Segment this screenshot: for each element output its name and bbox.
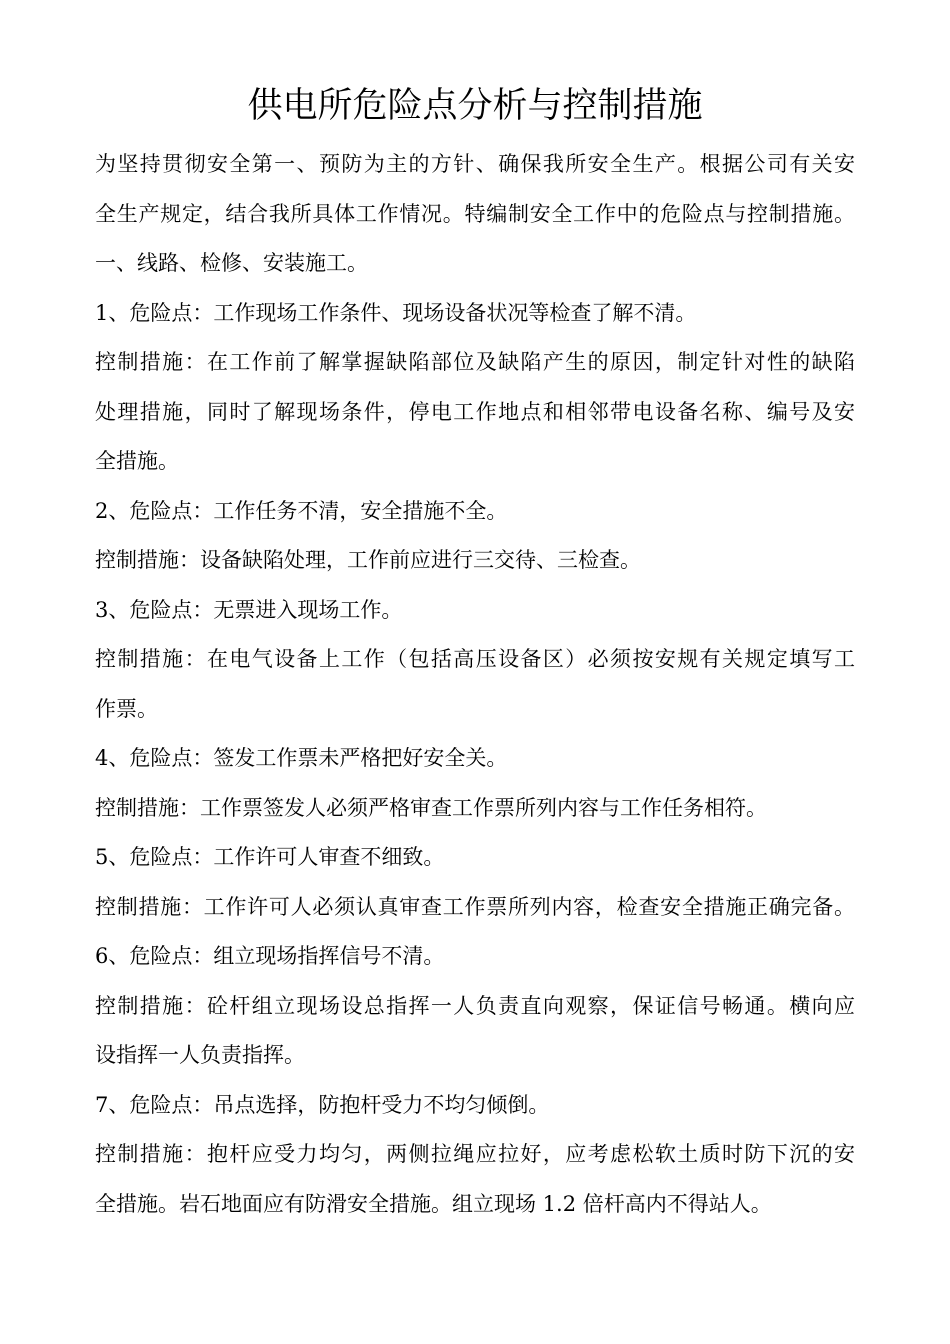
hazard-7: 7、危险点：吊点选择，防抱杆受力不均匀倾倒。	[95, 1092, 550, 1117]
control-4: 控制措施：工作票签发人必须严格审查工作票所列内容与工作任务相符。	[95, 795, 767, 820]
intro-line-2: 全生产规定，结合我所具体工作情况。特编制安全工作中的危险点与控制措施。	[95, 201, 855, 226]
control-1-line-3: 全措施。	[95, 449, 179, 473]
control-7-line-1: 控制措施：抱杆应受力均匀，两侧拉绳应拉好，应考虑松软土质时防下沉的安	[95, 1142, 855, 1166]
hazard-3: 3、危险点：无票进入现场工作。	[95, 597, 403, 622]
section-heading-1: 一、线路、检修、安装施工。	[95, 251, 368, 275]
control-3-line-1: 控制措施：在电气设备上工作（包括高压设备区）必须按安规有关规定填写工	[95, 647, 855, 671]
control-2: 控制措施：设备缺陷处理，工作前应进行三交待、三检查。	[95, 548, 641, 572]
intro-line-1: 为坚持贯彻安全第一、预防为主的方针、确保我所安全生产。根据公司有关安	[95, 152, 855, 176]
control-6-line-1: 控制措施：砼杆组立现场设总指挥一人负责直向观察，保证信号畅通。横向应	[95, 993, 855, 1018]
control-3-line-2: 作票。	[95, 696, 158, 721]
control-7-line-2: 全措施。岩石地面应有防滑安全措施。组立现场 1.2 倍杆高内不得站人。	[95, 1191, 772, 1216]
control-5: 控制措施：工作许可人必须认真审查工作票所列内容，检查安全措施正确完备。	[95, 894, 855, 919]
document-body	[95, 140, 855, 1229]
hazard-4: 4、危险点：签发工作票未严格把好安全关。	[95, 746, 508, 770]
hazard-6: 6、危险点：组立现场指挥信号不清。	[95, 944, 445, 968]
hazard-5: 5、危险点：工作许可人审查不细致。	[95, 845, 445, 869]
control-1-line-2: 处理措施，同时了解现场条件，停电工作地点和相邻带电设备名称、编号及安	[95, 399, 855, 424]
control-6-line-2: 设指挥一人负责指挥。	[95, 1043, 305, 1067]
hazard-1: 1、危险点：工作现场工作条件、现场设备状况等检查了解不清。	[95, 300, 697, 325]
hazard-2: 2、危险点：工作任务不清，安全措施不全。	[95, 498, 508, 523]
document-title: 供电所危险点分析与控制措施	[247, 86, 703, 126]
control-1-line-1: 控制措施：在工作前了解掌握缺陷部位及缺陷产生的原因，制定针对性的缺陷	[95, 350, 855, 374]
